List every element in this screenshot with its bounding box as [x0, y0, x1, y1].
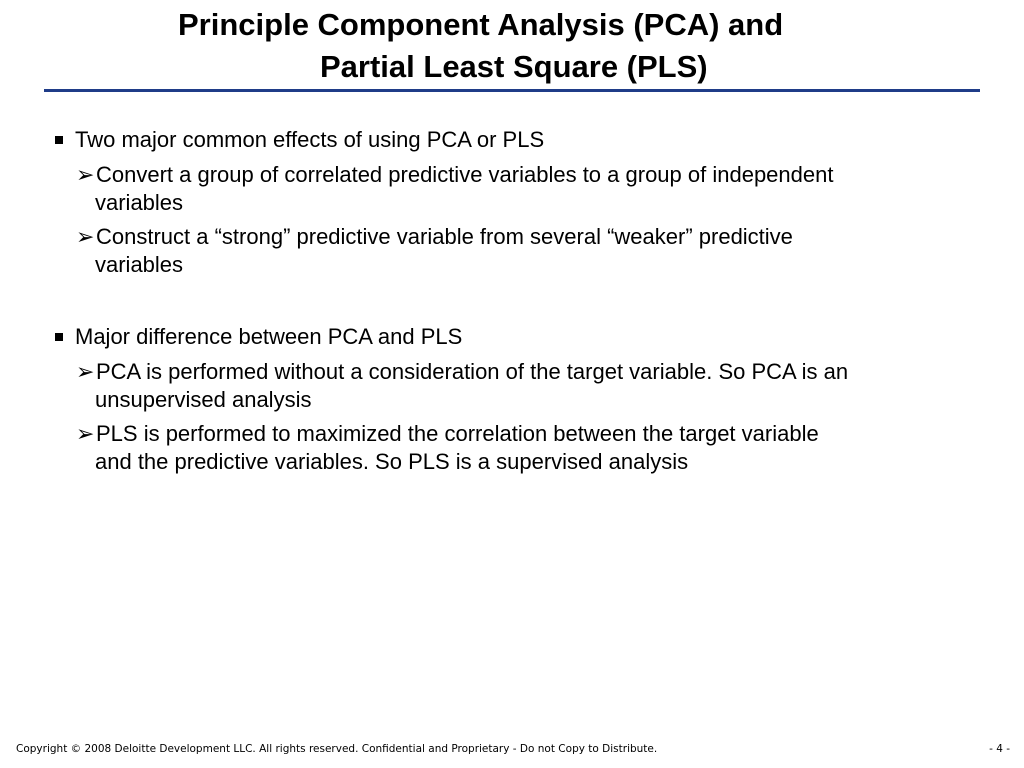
- sub-bullet-2-1: [76, 358, 996, 414]
- slide-title-line-1: Principle Component Analysis (PCA) and: [178, 7, 784, 42]
- bullet-section-2-text: Major difference between PCA and PLS: [75, 324, 463, 349]
- sub-bullet-2-2-line-1: PLS is performed to maximized the correlation between the target variable: [96, 421, 819, 446]
- footer-page-number: - 4 -: [989, 743, 1010, 755]
- sub-bullet-2-2: [76, 420, 996, 476]
- sub-bullet-2-1-line-1: PCA is performed without a consideration of the target variable. So PCA is an: [96, 359, 849, 384]
- sub-bullet-1-2-line-2: variables: [95, 252, 184, 277]
- square-bullet-icon: [55, 333, 63, 341]
- footer-copyright: Copyright © 2008 Deloitte Development LLC. All rights reserved. Confidential and Proprietary - Do not Copy to Distribute.: [16, 743, 658, 755]
- sub-bullet-1-1: [76, 161, 996, 217]
- arrow-bullet-icon: ➢: [76, 359, 95, 384]
- sub-bullet-1-2: [76, 223, 996, 279]
- sub-bullet-1-2-line-1: Construct a “strong” predictive variable from several “weaker” predictive: [96, 224, 793, 249]
- sub-bullet-2-2-line-2: and the predictive variables. So PLS is a supervised analysis: [95, 449, 689, 474]
- bullet-section-2: [55, 323, 462, 351]
- title-divider: [44, 89, 980, 92]
- square-bullet-icon: [55, 136, 63, 144]
- arrow-bullet-icon: ➢: [76, 421, 95, 446]
- sub-bullet-1-1-line-1: Convert a group of correlated predictive variables to a group of independent: [96, 162, 834, 187]
- sub-bullet-1-1-line-2: variables: [95, 190, 184, 215]
- arrow-bullet-icon: ➢: [76, 162, 95, 187]
- bullet-section-1: [55, 126, 544, 154]
- arrow-bullet-icon: ➢: [76, 224, 95, 249]
- slide-title: [40, 4, 980, 88]
- slide-title-line-2: Partial Least Square (PLS): [320, 49, 708, 84]
- bullet-section-1-text: Two major common effects of using PCA or PLS: [75, 127, 545, 152]
- sub-bullet-2-1-line-2: unsupervised analysis: [95, 387, 312, 412]
